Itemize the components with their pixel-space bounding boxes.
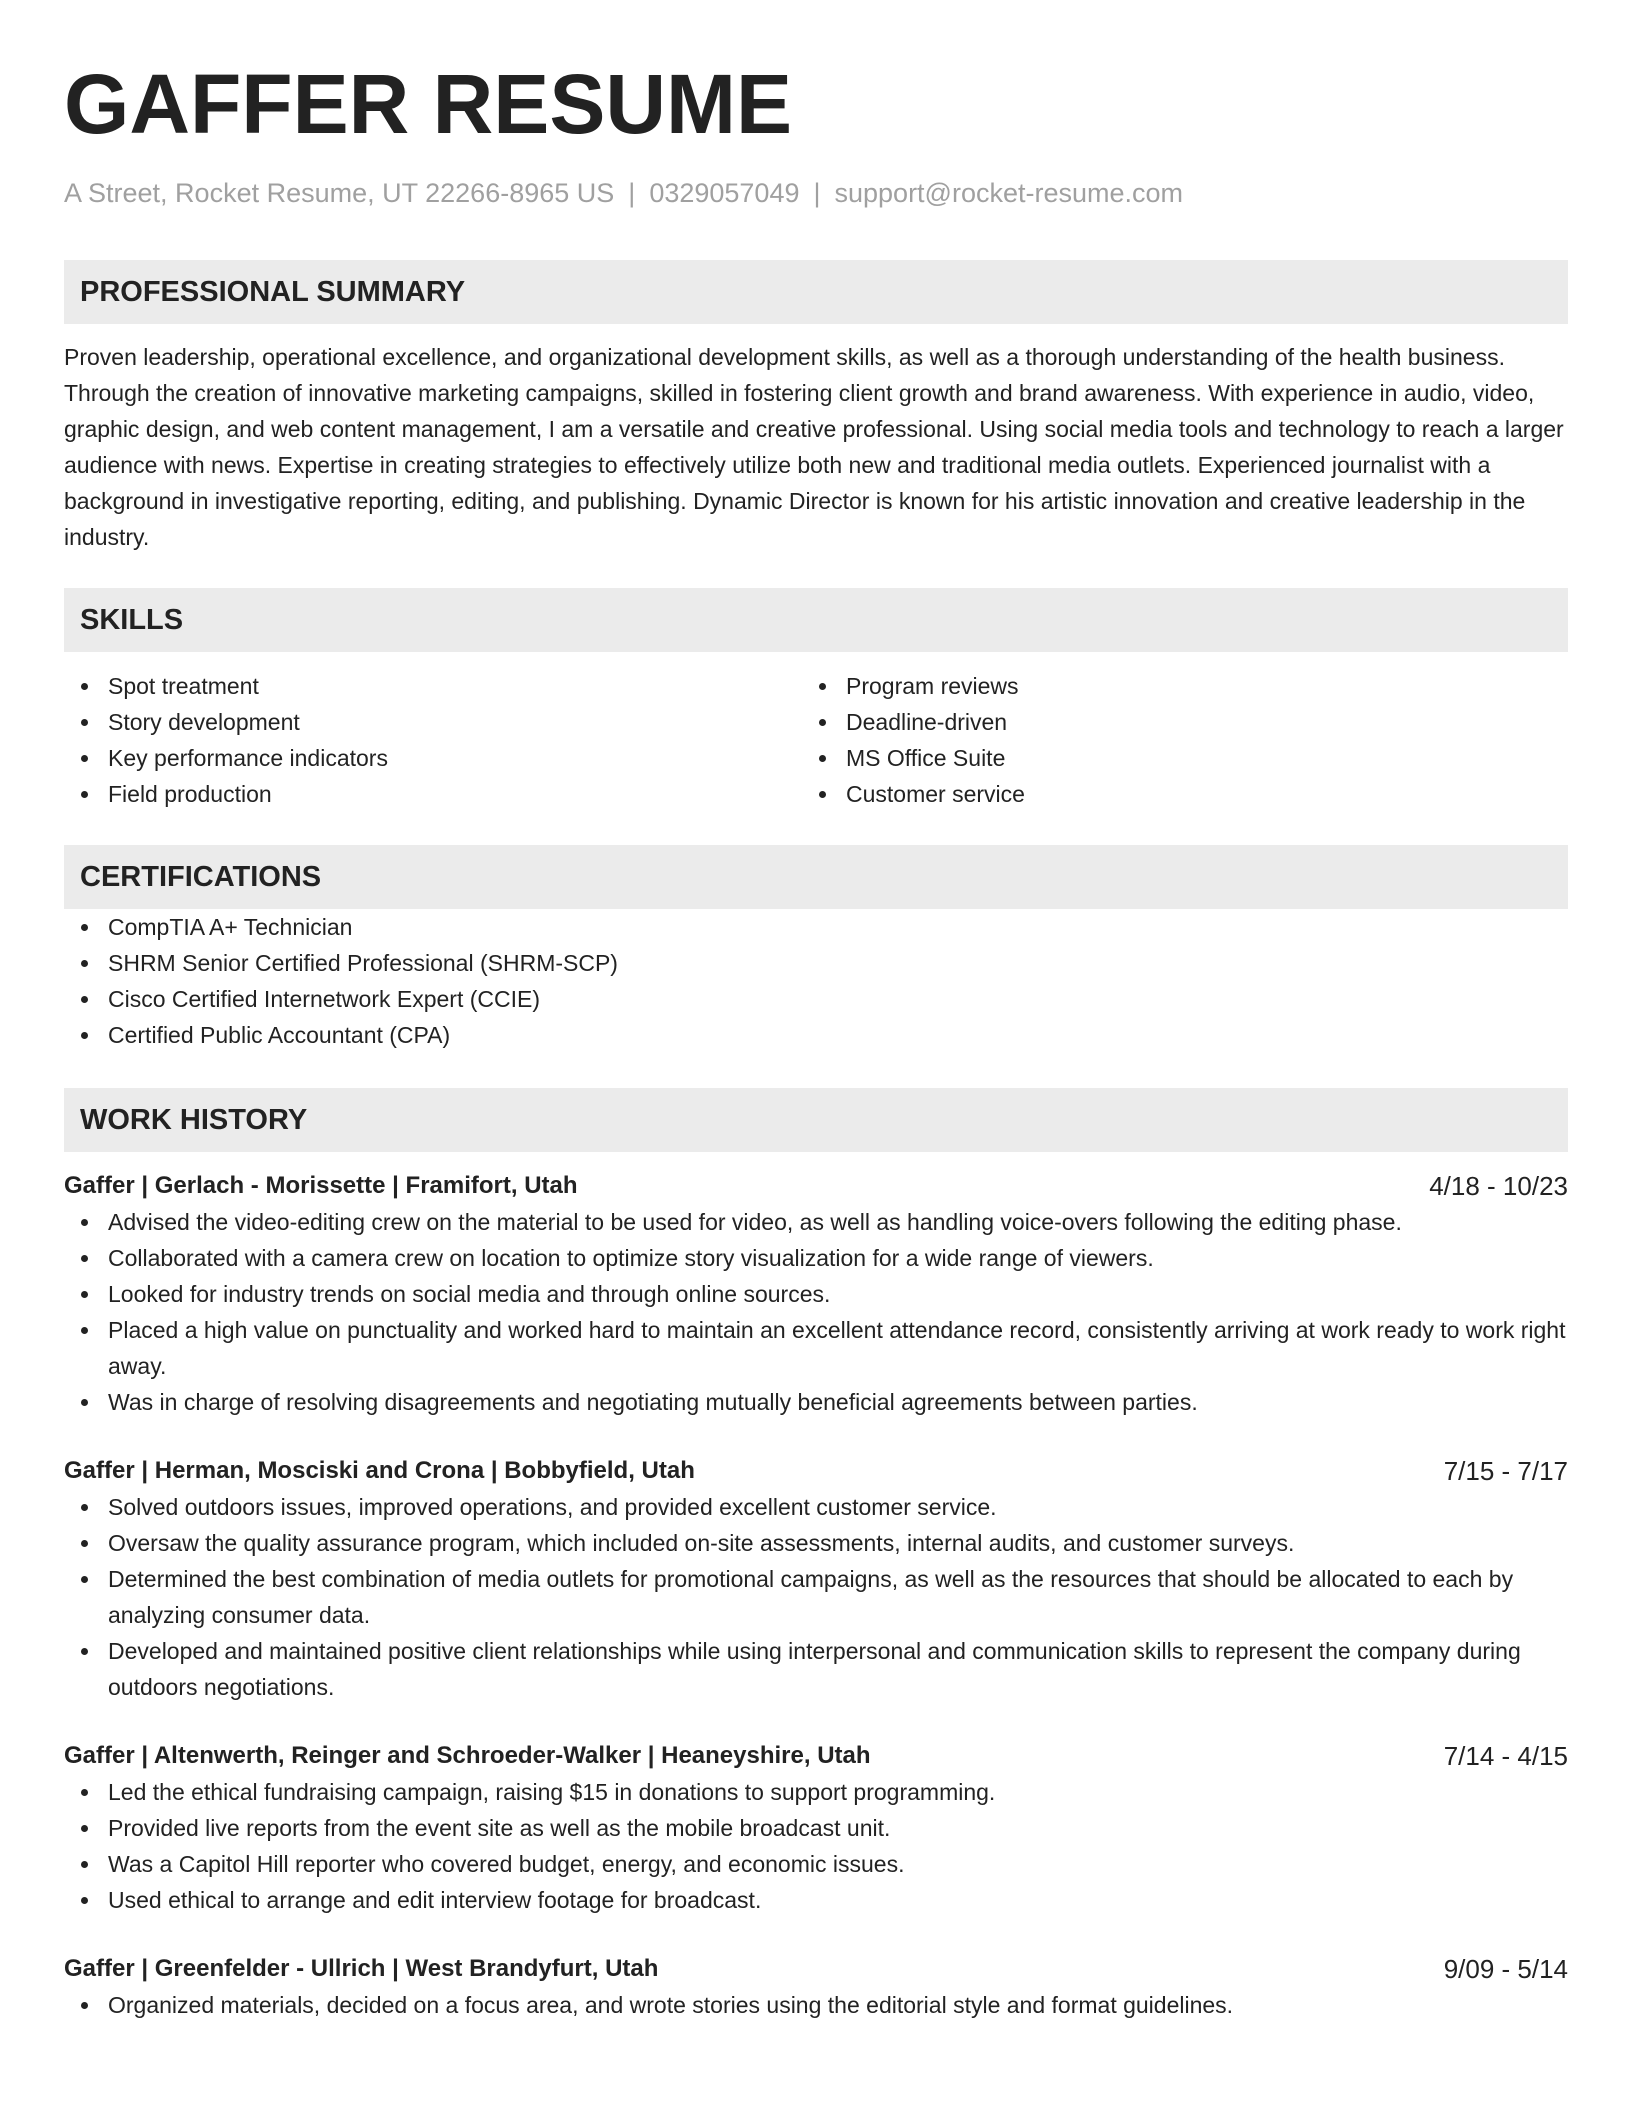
contact-separator: | [813,178,821,208]
bullet-icon [81,924,88,931]
bullet-icon [819,683,826,690]
job-bullet: Oversaw the quality assurance program, which included on-site assessments, internal audits, and customer surveys. [64,1525,1568,1561]
summary-section-header: PROFESSIONAL SUMMARY [64,260,1568,324]
bullet-icon [819,755,826,762]
job-bullet-list [64,1204,1568,1420]
job-dates: 7/14 - 4/15 [1443,1741,1568,1771]
skills-column-right [802,668,1540,812]
job-bullet: Collaborated with a camera crew on location to optimize story visualization for a wide range of viewers. [64,1240,1568,1276]
contact-separator: | [628,178,636,208]
contact-address: A Street, Rocket Resume, UT 22266-8965 US [64,178,615,208]
skill-item: Spot treatment [64,668,802,704]
job-dates: 7/15 - 7/17 [1443,1456,1568,1486]
bullet-icon [81,1219,88,1226]
skills-list-right [802,668,1540,812]
bullet-icon [81,1789,88,1796]
bullet-icon [81,755,88,762]
skill-item: Customer service [802,776,1540,812]
job-entry [64,1168,1568,1420]
bullet-icon [81,996,88,1003]
work-history-section-header: WORK HISTORY [64,1088,1568,1152]
certifications-section-header: CERTIFICATIONS [64,845,1568,909]
contact-phone: 0329057049 [649,178,800,208]
job-bullet: Solved outdoors issues, improved operations, and provided excellent customer service. [64,1489,1568,1525]
job-title: Gaffer | Gerlach - Morissette | Framifort, Utah [64,1172,578,1199]
summary-text: Proven leadership, operational excellence, and organizational development skills, as well as a thorough understanding of the health business. Through the creation of innovative marketing campaigns, skilled in fostering client growth and brand awareness. With experience in audio, video, graphic design, and web content management, I am a versatile and creative professional. Using social media tools and technology to reach a larger audience with news. Expertise in creating strategies to effectively utilize both new and traditional media outlets. Experienced journalist with a background in investigative reporting, editing, and publishing. Dynamic Director is known for his artistic innovation and creative leadership in the industry. [64,344,1564,550]
job-bullet: Was a Capitol Hill reporter who covered budget, energy, and economic issues. [64,1846,1568,1882]
bullet-icon [81,791,88,798]
bullet-icon [81,1897,88,1904]
job-heading-row [64,1453,1568,1489]
bullet-icon [81,1576,88,1583]
skill-item: Deadline-driven [802,704,1540,740]
job-title: Gaffer | Altenwerth, Reinger and Schroeder-Walker | Heaneyshire, Utah [64,1742,871,1769]
skill-item: Key performance indicators [64,740,802,776]
job-heading-row [64,1738,1568,1774]
contact-email: support@rocket-resume.com [834,178,1184,208]
job-bullet: Determined the best combination of media outlets for promotional campaigns, as well as the resources that should be allocated to each by analyzing consumer data. [64,1561,1568,1633]
skills-section-header: SKILLS [64,588,1568,652]
job-title: Gaffer | Greenfelder - Ullrich | West Brandyfurt, Utah [64,1955,659,1982]
bullet-icon [81,1825,88,1832]
bullet-icon [81,719,88,726]
job-bullet: Was in charge of resolving disagreements and negotiating mutually beneficial agreements between parties. [64,1384,1568,1420]
skill-item: Field production [64,776,802,812]
bullet-icon [81,1255,88,1262]
bullet-icon [81,1032,88,1039]
certification-item: SHRM Senior Certified Professional (SHRM-SCP) [64,945,1568,981]
job-bullet-list [64,1774,1568,1918]
job-bullet: Placed a high value on punctuality and worked hard to maintain an excellent attendance record, consistently arriving at work ready to work right away. [64,1312,1568,1384]
bullet-icon [81,1648,88,1655]
job-bullet: Developed and maintained positive client relationships while using interpersonal and communication skills to represent the company during outdoors negotiations. [64,1633,1568,1705]
bullet-icon [81,1399,88,1406]
skill-item: Story development [64,704,802,740]
bullet-icon [81,1540,88,1547]
skills-list-left [64,668,802,812]
skill-item: MS Office Suite [802,740,1540,776]
job-bullet: Looked for industry trends on social media and through online sources. [64,1276,1568,1312]
certification-item: Certified Public Accountant (CPA) [64,1017,1568,1053]
job-bullet: Led the ethical fundraising campaign, raising $15 in donations to support programming. [64,1774,1568,1810]
job-bullet: Used ethical to arrange and edit interview footage for broadcast. [64,1882,1568,1918]
skills-grid [64,668,1568,812]
job-entry [64,1453,1568,1705]
job-heading-row [64,1168,1568,1204]
job-bullet: Organized materials, decided on a focus area, and wrote stories using the editorial style and format guidelines. [64,1987,1568,2023]
bullet-icon [81,1504,88,1511]
job-bullet: Advised the video-editing crew on the material to be used for video, as well as handling voice-overs following the editing phase. [64,1204,1568,1240]
certification-item: CompTIA A+ Technician [64,909,1568,945]
bullet-icon [819,719,826,726]
job-entry [64,1951,1568,2023]
bullet-icon [81,1291,88,1298]
bullet-icon [81,2002,88,2009]
job-bullet-list [64,1489,1568,1705]
contact-line [64,176,1568,210]
certifications-list [64,909,1568,1053]
job-bullet: Provided live reports from the event site as well as the mobile broadcast unit. [64,1810,1568,1846]
resume-name: GAFFER RESUME [64,57,793,151]
skill-item: Program reviews [802,668,1540,704]
skills-column-left [64,668,802,812]
job-heading-row [64,1951,1568,1987]
bullet-icon [819,791,826,798]
bullet-icon [81,1861,88,1868]
job-dates: 9/09 - 5/14 [1443,1954,1568,1984]
job-bullet-list [64,1987,1568,2023]
bullet-icon [81,1327,88,1334]
bullet-icon [81,960,88,967]
bullet-icon [81,683,88,690]
certification-item: Cisco Certified Internetwork Expert (CCIE) [64,981,1568,1017]
job-dates: 4/18 - 10/23 [1429,1171,1568,1201]
job-entry [64,1738,1568,1918]
job-title: Gaffer | Herman, Mosciski and Crona | Bobbyfield, Utah [64,1457,695,1484]
